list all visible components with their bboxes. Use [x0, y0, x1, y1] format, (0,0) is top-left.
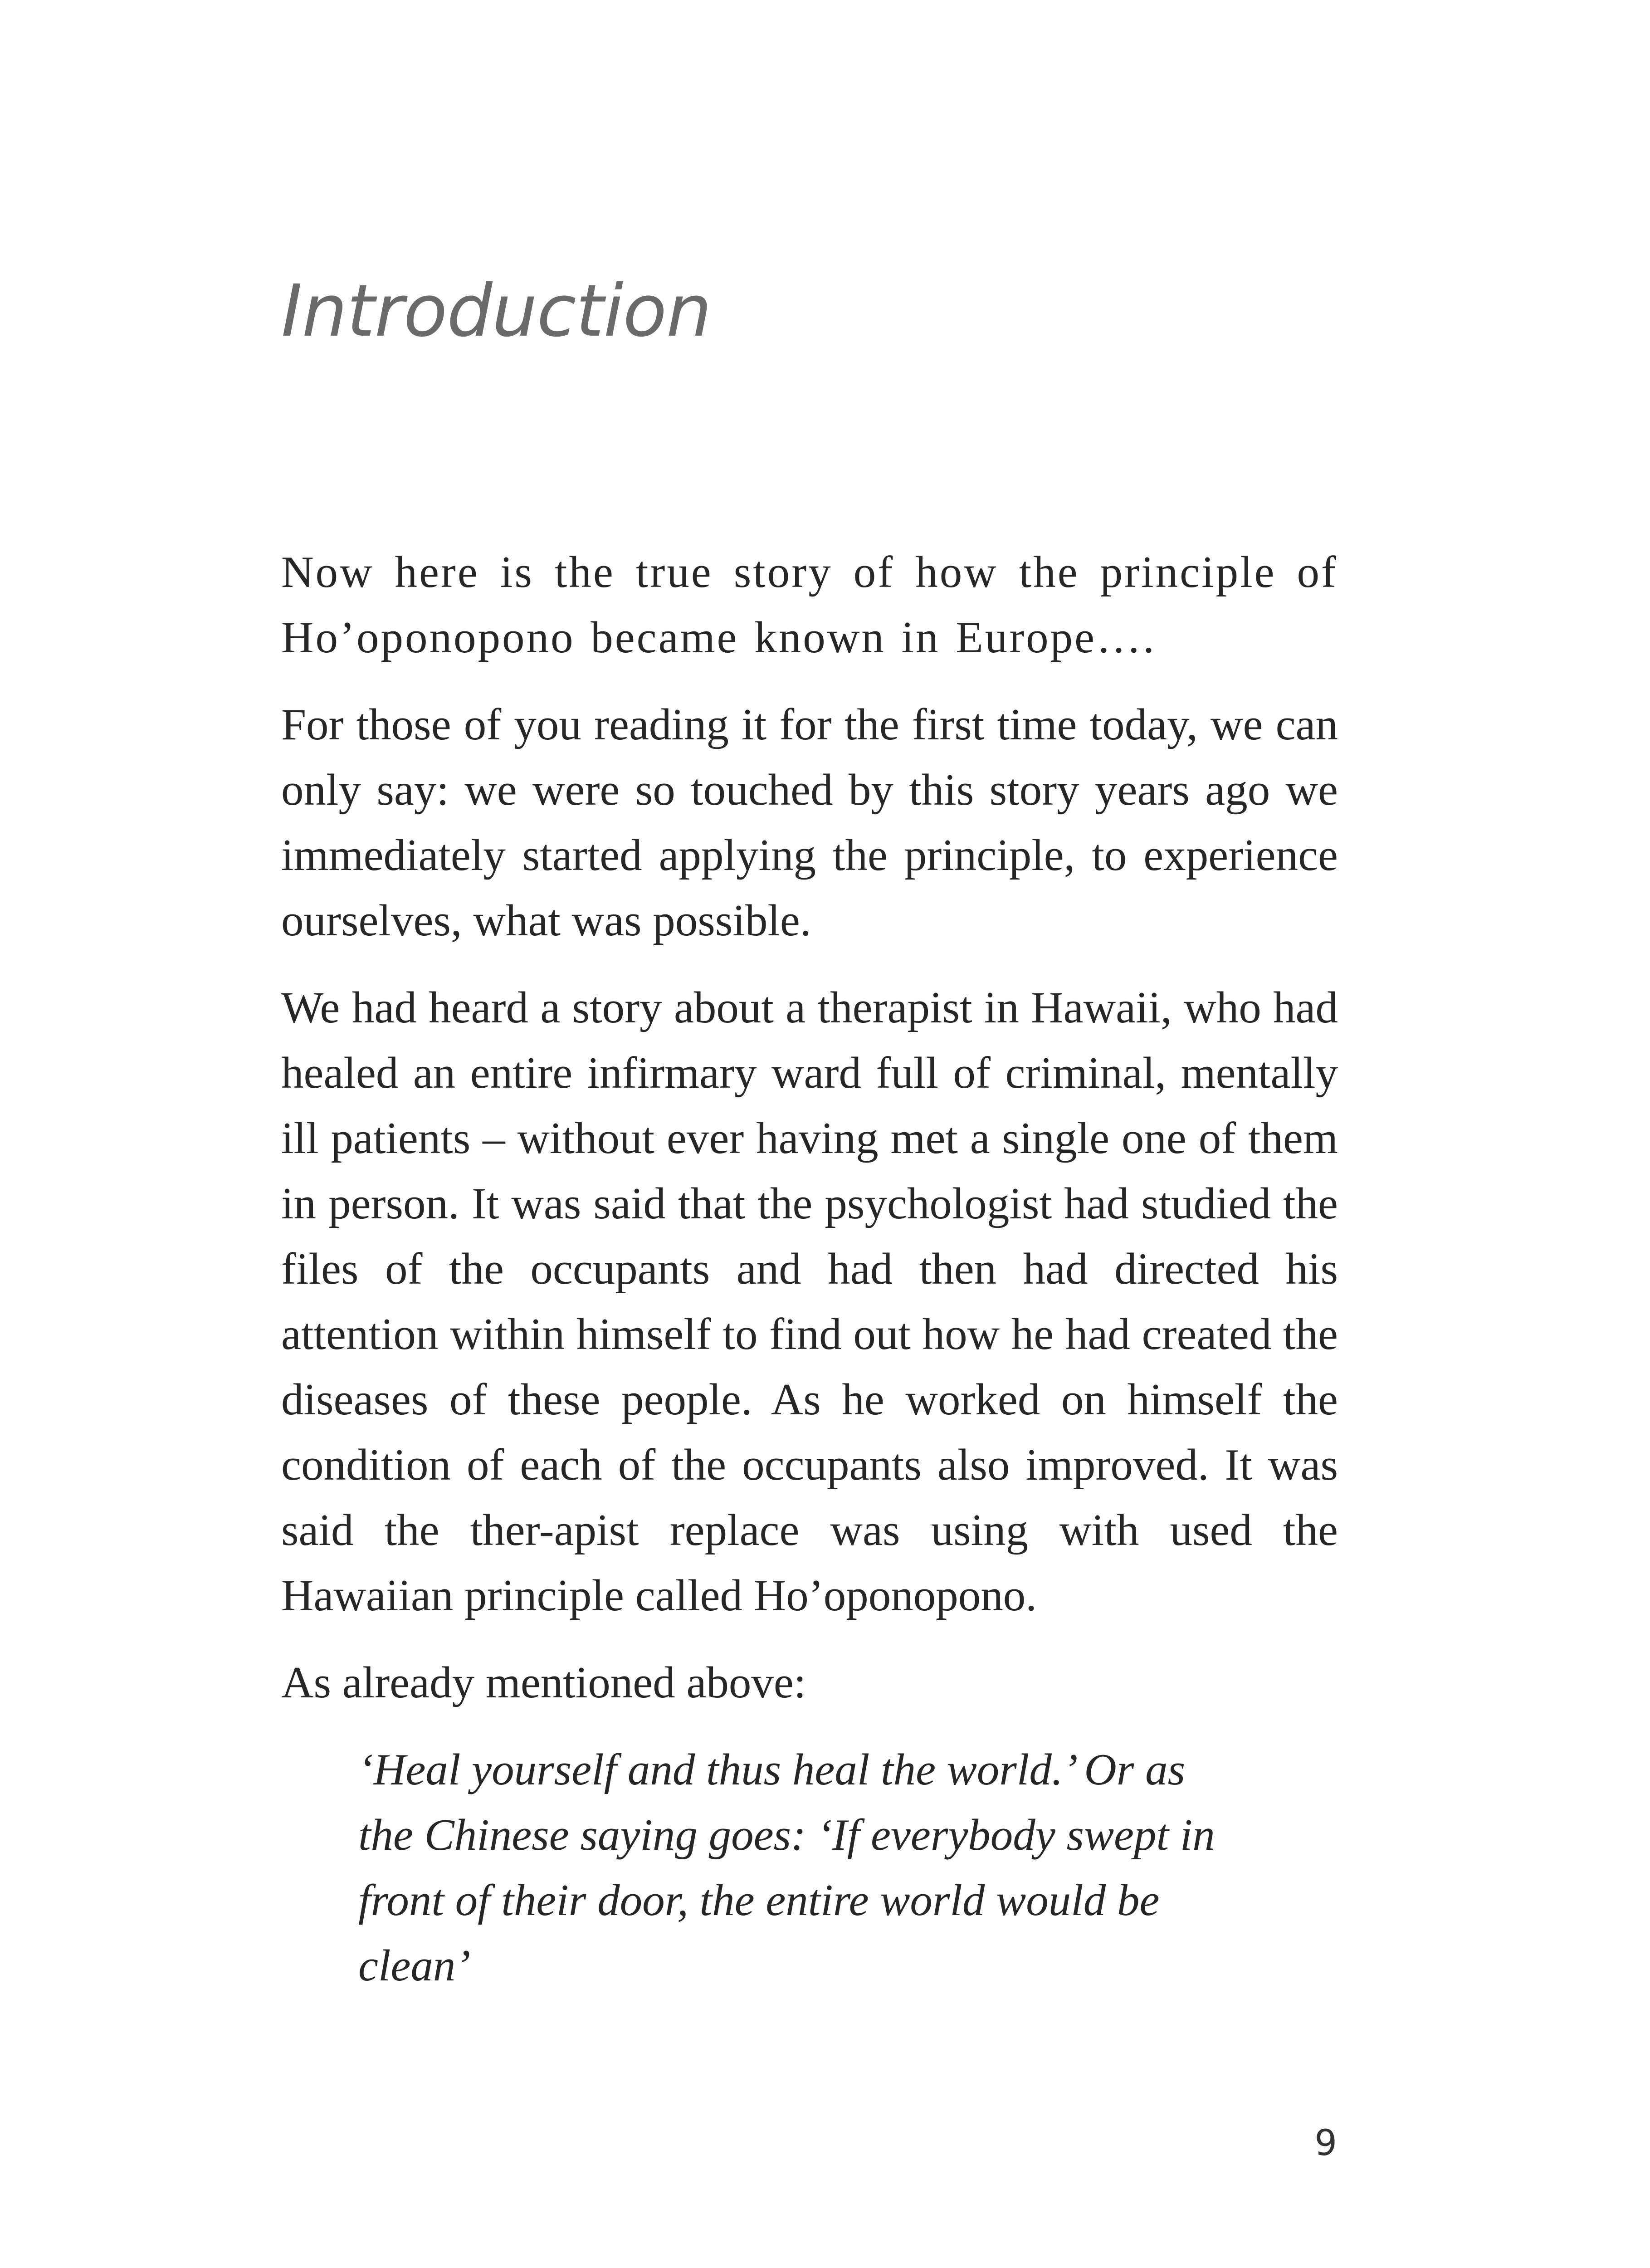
quote-block: ‘Heal yourself and thus heal the world.’ Or as the Chinese saying goes: ‘If everybody swept in front of their door, the entire world would be clean’ — [358, 1745, 1215, 1990]
body-text — [281, 540, 1338, 1999]
paragraph-1: Now here is the true story of how the principle of Ho’oponopono became known in Europe…. — [281, 547, 1338, 662]
page-number: 9 — [1314, 2123, 1337, 2164]
chapter-title: Introduction — [281, 269, 712, 353]
paragraph-3: We had heard a story about a therapist in Hawaii, who had healed an entire infirmary ward full of criminal, mentally ill patients – without ever having met a single one of them in person. It was said that the psychologist had studied the files of the occupants and had then had directed his attention within himself to find out how he had created the diseases of these people. As he worked on himself the condition of each of the occupants also improved. It was said the ther-apist replace was using with used the Hawaiian principle called Ho’oponopono. — [281, 983, 1338, 1620]
paragraph-4: As already mentioned above: — [281, 1658, 806, 1707]
paragraph-2: For those of you reading it for the first time today, we can only say: we were so touched by this story years ago we immediately started applying the principle, to experience ourselves, what was possible. — [281, 700, 1338, 945]
